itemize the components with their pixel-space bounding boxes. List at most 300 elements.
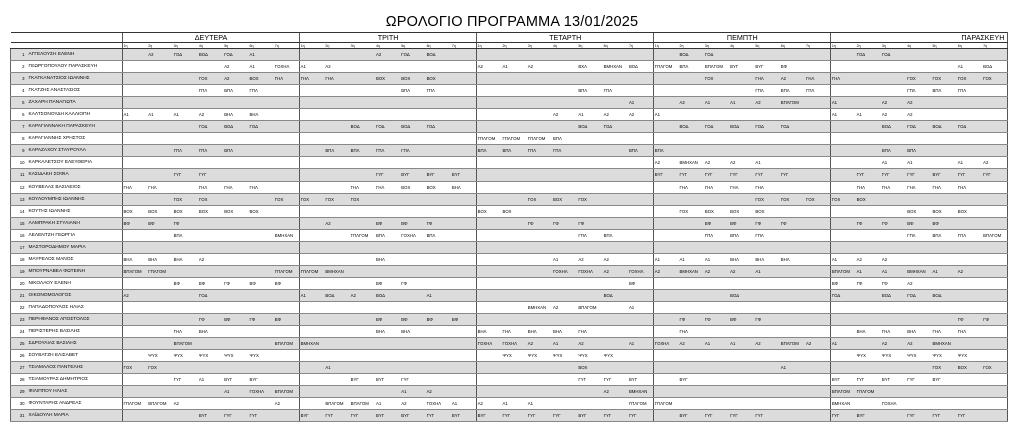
slot-cell xyxy=(477,229,502,241)
slot-cell xyxy=(173,289,198,301)
slot-cell xyxy=(300,85,325,97)
slot-cell: ΒΟΔ xyxy=(881,121,906,133)
slot-cell xyxy=(730,326,755,338)
slot-cell xyxy=(224,338,249,350)
slot-cell: ΓΗΛ xyxy=(350,181,375,193)
slot-cell: ΒΠΛΓΟΜ xyxy=(274,386,299,398)
slot-cell xyxy=(603,398,628,410)
slot-cell: ΨΥΧ xyxy=(224,350,249,362)
slot-cell: ΒΠΛΓΟΜ xyxy=(173,338,198,350)
slot-cell xyxy=(957,277,982,289)
slot-cell xyxy=(224,97,249,109)
slot-cell xyxy=(654,410,679,422)
slot-cell: ΓΗΛ xyxy=(881,326,906,338)
slot-cell: ΓΦ xyxy=(755,314,780,326)
slot-cell xyxy=(300,133,325,145)
teacher-name: ΑΓΓΕΛΟΥΣΗ ΕΛΕΝΗ xyxy=(27,49,123,61)
slot-cell xyxy=(350,326,375,338)
slot-cell xyxy=(224,326,249,338)
row-number: 30 xyxy=(11,398,27,410)
teacher-row xyxy=(11,181,1008,193)
slot-cell xyxy=(148,386,173,398)
slot-cell: Α1 xyxy=(957,61,982,73)
slot-cell: ΓΥΓ xyxy=(628,410,653,422)
slot-cell xyxy=(451,386,476,398)
slot-cell: ΒΦ xyxy=(704,217,729,229)
slot-cell: ΓΥΓ xyxy=(932,410,957,422)
slot-cell xyxy=(957,109,982,121)
slot-cell xyxy=(375,205,400,217)
slot-cell: ΒΟΔ xyxy=(375,289,400,301)
slot-cell xyxy=(325,326,350,338)
slot-cell xyxy=(123,386,148,398)
slot-cell: ΒΥΓ xyxy=(856,410,881,422)
slot-cell: ΓΟΧ xyxy=(148,362,173,374)
slot-cell xyxy=(983,253,1008,265)
slot-cell xyxy=(375,109,400,121)
slot-cell xyxy=(932,109,957,121)
slot-cell xyxy=(173,410,198,422)
slot-cell xyxy=(957,241,982,253)
slot-cell xyxy=(578,241,603,253)
slot-cell xyxy=(603,169,628,181)
slot-cell: ΓΦ xyxy=(426,217,451,229)
slot-cell xyxy=(704,362,729,374)
slot-cell xyxy=(578,277,603,289)
slot-cell: ΒΦ xyxy=(730,314,755,326)
slot-cell xyxy=(325,229,350,241)
slot-cell xyxy=(198,362,223,374)
slot-cell xyxy=(249,229,274,241)
slot-cell xyxy=(831,145,856,157)
slot-cell xyxy=(350,253,375,265)
slot-cell xyxy=(603,205,628,217)
slot-cell xyxy=(249,326,274,338)
slot-cell: ΓΗΛ xyxy=(831,73,856,85)
slot-cell xyxy=(477,253,502,265)
slot-cell: ΓΠΛ xyxy=(603,85,628,97)
row-number: 3 xyxy=(11,73,27,85)
slot-cell: ΓΟΔ xyxy=(198,121,223,133)
slot-cell: Α1 xyxy=(654,253,679,265)
slot-cell xyxy=(325,314,350,326)
slot-cell: ΒΥΓ xyxy=(300,410,325,422)
slot-cell xyxy=(780,241,805,253)
slot-cell: ΓΟΧ xyxy=(274,193,299,205)
slot-cell: ΓΟΧΗΛ xyxy=(477,338,502,350)
slot-cell: ΒΦ xyxy=(249,277,274,289)
row-number: 9 xyxy=(11,145,27,157)
slot-cell xyxy=(300,181,325,193)
slot-cell xyxy=(780,205,805,217)
slot-cell: ΒΟΧ xyxy=(957,362,982,374)
slot-cell xyxy=(856,301,881,313)
slot-cell xyxy=(527,229,552,241)
slot-cell: ΒΠΛΓΟΜ xyxy=(704,61,729,73)
slot-cell: ΒΟΧ xyxy=(224,205,249,217)
slot-cell: ΓΟΧ xyxy=(173,193,198,205)
slot-cell xyxy=(806,241,831,253)
slot-cell xyxy=(654,121,679,133)
slot-cell xyxy=(628,193,653,205)
slot-cell xyxy=(173,121,198,133)
slot-cell xyxy=(123,61,148,73)
slot-cell: Α2 xyxy=(780,73,805,85)
slot-cell xyxy=(350,350,375,362)
slot-cell xyxy=(451,277,476,289)
slot-cell xyxy=(274,157,299,169)
period-header: 1η xyxy=(831,43,856,49)
slot-cell xyxy=(755,398,780,410)
slot-cell xyxy=(527,49,552,61)
slot-cell: ΓΟΔ xyxy=(704,121,729,133)
slot-cell: ΓΦ xyxy=(983,314,1008,326)
slot-cell xyxy=(224,169,249,181)
slot-cell xyxy=(451,121,476,133)
slot-cell: ΓΟΧ xyxy=(679,205,704,217)
slot-cell: Α1 xyxy=(578,109,603,121)
slot-cell: ΓΥΓ xyxy=(249,410,274,422)
slot-cell: ΓΟΧ xyxy=(932,73,957,85)
period-header: 5η xyxy=(755,43,780,49)
slot-cell xyxy=(856,97,881,109)
slot-cell: ΒΗΛ xyxy=(553,326,578,338)
slot-cell: ΨΥΧ xyxy=(957,350,982,362)
slot-cell: Α1 xyxy=(553,338,578,350)
slot-cell xyxy=(173,301,198,313)
slot-cell xyxy=(300,326,325,338)
slot-cell xyxy=(350,314,375,326)
slot-cell xyxy=(274,145,299,157)
slot-cell: ΓΟΔ xyxy=(249,121,274,133)
slot-cell: ΒΟΔ xyxy=(932,289,957,301)
slot-cell xyxy=(957,253,982,265)
slot-cell xyxy=(224,229,249,241)
slot-cell: ΓΟΧ xyxy=(300,193,325,205)
slot-cell: ΒΠΛ xyxy=(628,145,653,157)
slot-cell: ΒΥΓ xyxy=(249,374,274,386)
slot-cell: ΨΥΧ xyxy=(249,350,274,362)
slot-cell: Α1 xyxy=(527,398,552,410)
slot-cell xyxy=(780,326,805,338)
slot-cell: ΓΥΓ xyxy=(679,169,704,181)
slot-cell xyxy=(856,85,881,97)
slot-cell xyxy=(654,289,679,301)
slot-cell xyxy=(932,241,957,253)
slot-cell: ΒΠΛ xyxy=(730,229,755,241)
slot-cell xyxy=(198,338,223,350)
slot-cell: ΒΟΔ xyxy=(578,121,603,133)
slot-cell xyxy=(730,133,755,145)
slot-cell xyxy=(375,61,400,73)
slot-cell: ΒΟΔ xyxy=(679,121,704,133)
teacher-row xyxy=(11,338,1008,350)
slot-cell xyxy=(527,181,552,193)
slot-cell xyxy=(856,73,881,85)
slot-cell xyxy=(148,241,173,253)
slot-cell xyxy=(325,85,350,97)
slot-cell: ΓΗΛ xyxy=(957,326,982,338)
slot-cell xyxy=(274,49,299,61)
slot-cell xyxy=(881,61,906,73)
day-header: ΠΕΜΠΤΗ xyxy=(654,33,831,43)
slot-cell xyxy=(274,362,299,374)
slot-cell: ΒΗΛ xyxy=(527,326,552,338)
teacher-name: ΚΑΡΑΓΙΑΝΝΑΚΗ ΠΑΡΑΣΚΕΥΗ xyxy=(27,121,123,133)
slot-cell xyxy=(300,314,325,326)
slot-cell xyxy=(578,49,603,61)
slot-cell xyxy=(628,49,653,61)
slot-cell xyxy=(300,277,325,289)
slot-cell xyxy=(628,326,653,338)
slot-cell xyxy=(628,157,653,169)
slot-cell: ΓΥΓ xyxy=(957,169,982,181)
slot-cell: Α1 xyxy=(173,109,198,121)
slot-cell xyxy=(401,301,426,313)
slot-cell: ΒΦ xyxy=(375,277,400,289)
slot-cell xyxy=(553,85,578,97)
slot-cell: ΓΟΧ xyxy=(755,193,780,205)
slot-cell xyxy=(249,253,274,265)
slot-cell xyxy=(881,386,906,398)
slot-cell xyxy=(173,85,198,97)
slot-cell: ΒΠΛ xyxy=(401,85,426,97)
slot-cell xyxy=(957,133,982,145)
teacher-row xyxy=(11,229,1008,241)
slot-cell: ΒΟΧ xyxy=(502,205,527,217)
slot-cell xyxy=(881,133,906,145)
slot-cell: ΨΥΧ xyxy=(173,350,198,362)
slot-cell xyxy=(755,109,780,121)
slot-cell xyxy=(679,145,704,157)
teacher-name: ΓΚΑΤΖΗΣ ΑΝΑΣΤΑΣΙΟΣ xyxy=(27,85,123,97)
slot-cell: ΒΠΛ xyxy=(553,133,578,145)
slot-cell xyxy=(679,217,704,229)
slot-cell xyxy=(123,338,148,350)
slot-cell xyxy=(123,374,148,386)
period-header: 6η xyxy=(957,43,982,49)
slot-cell xyxy=(148,145,173,157)
slot-cell: Α1 xyxy=(704,97,729,109)
slot-cell: ΒΗΛ xyxy=(375,253,400,265)
slot-cell: ΓΗΛ xyxy=(224,181,249,193)
slot-cell xyxy=(730,398,755,410)
teacher-row xyxy=(11,133,1008,145)
slot-cell xyxy=(780,157,805,169)
slot-cell: Α2 xyxy=(553,301,578,313)
slot-cell: ΓΥΓ xyxy=(755,410,780,422)
slot-cell xyxy=(350,301,375,313)
slot-cell xyxy=(704,133,729,145)
slot-cell xyxy=(831,85,856,97)
slot-cell xyxy=(300,229,325,241)
slot-cell xyxy=(401,157,426,169)
slot-cell xyxy=(983,145,1008,157)
slot-cell: ΒΗΛ xyxy=(224,109,249,121)
slot-cell xyxy=(249,97,274,109)
slot-cell: ΒΦ xyxy=(224,314,249,326)
slot-cell: ΒΟΧ xyxy=(755,205,780,217)
slot-cell: ΓΥΓ xyxy=(578,374,603,386)
slot-cell xyxy=(881,205,906,217)
slot-cell xyxy=(426,109,451,121)
slot-cell xyxy=(806,265,831,277)
slot-cell: Α2 xyxy=(907,277,932,289)
slot-cell xyxy=(123,157,148,169)
slot-cell xyxy=(274,241,299,253)
row-number: 19 xyxy=(11,265,27,277)
slot-cell: ΓΗΛ xyxy=(198,181,223,193)
slot-cell: ΓΟΧ xyxy=(907,73,932,85)
slot-cell xyxy=(224,193,249,205)
slot-cell: ΓΗΛ xyxy=(578,326,603,338)
slot-cell xyxy=(957,193,982,205)
slot-cell: Α2 xyxy=(148,49,173,61)
slot-cell: ΒΗΛ xyxy=(907,326,932,338)
period-header: 3η xyxy=(350,43,375,49)
teacher-row xyxy=(11,350,1008,362)
slot-cell xyxy=(553,398,578,410)
slot-cell: Α1 xyxy=(856,109,881,121)
slot-cell xyxy=(224,253,249,265)
row-number: 29 xyxy=(11,386,27,398)
slot-cell: Α1 xyxy=(957,157,982,169)
slot-cell xyxy=(780,301,805,313)
slot-cell: ΒΠΛ xyxy=(502,145,527,157)
slot-cell xyxy=(502,229,527,241)
slot-cell: ΒΥΓ xyxy=(224,374,249,386)
slot-cell: Α1 xyxy=(502,61,527,73)
row-number: 16 xyxy=(11,229,27,241)
slot-cell: ΨΥΧ xyxy=(527,350,552,362)
slot-cell: Α2 xyxy=(274,398,299,410)
slot-cell xyxy=(957,217,982,229)
slot-cell xyxy=(755,350,780,362)
slot-cell: Α1 xyxy=(451,398,476,410)
slot-cell xyxy=(932,145,957,157)
slot-cell: ΒΟΧ xyxy=(249,205,274,217)
slot-cell: ΓΦ xyxy=(679,314,704,326)
slot-cell xyxy=(957,289,982,301)
slot-cell: ΒΥΓ xyxy=(401,410,426,422)
slot-cell: ΓΠΛ xyxy=(957,229,982,241)
slot-cell xyxy=(628,314,653,326)
slot-cell: ΒΗΛ xyxy=(148,253,173,265)
period-header: 1η xyxy=(300,43,325,49)
slot-cell xyxy=(831,205,856,217)
slot-cell: ΓΦ xyxy=(527,217,552,229)
slot-cell xyxy=(451,145,476,157)
slot-cell xyxy=(806,145,831,157)
slot-cell xyxy=(224,301,249,313)
slot-cell: ΒΟΔ xyxy=(932,121,957,133)
slot-cell: ΒΟΔ xyxy=(679,49,704,61)
day-header: ΠΑΡΑΣΚΕΥΗ xyxy=(831,33,1008,43)
slot-cell: ΓΦ xyxy=(224,277,249,289)
slot-cell xyxy=(654,374,679,386)
slot-cell xyxy=(502,362,527,374)
slot-cell xyxy=(957,49,982,61)
teacher-row xyxy=(11,85,1008,97)
page-title: ΩΡΟΛΟΓΙΟ ΠΡΟΓΡΑΜΜΑ 13/01/2025 xyxy=(385,14,639,30)
row-number: 13 xyxy=(11,193,27,205)
slot-cell xyxy=(477,73,502,85)
slot-cell: ΒΗΛ xyxy=(856,326,881,338)
slot-cell xyxy=(148,277,173,289)
slot-cell: ΒΜΗΧΑΝ xyxy=(274,229,299,241)
period-header: 4η xyxy=(553,43,578,49)
row-number: 8 xyxy=(11,133,27,145)
slot-cell: ΓΟΧΗΛ xyxy=(274,61,299,73)
slot-cell xyxy=(426,205,451,217)
slot-cell xyxy=(426,157,451,169)
slot-cell xyxy=(983,289,1008,301)
slot-cell xyxy=(451,61,476,73)
slot-cell xyxy=(553,97,578,109)
slot-cell: ΒΟΧ xyxy=(249,73,274,85)
slot-cell xyxy=(527,157,552,169)
slot-cell xyxy=(451,133,476,145)
slot-cell xyxy=(932,386,957,398)
slot-cell: Α2 xyxy=(603,109,628,121)
slot-cell xyxy=(806,49,831,61)
slot-cell: Α1 xyxy=(628,301,653,313)
slot-cell xyxy=(426,193,451,205)
slot-cell: ΒΠΛ xyxy=(603,229,628,241)
slot-cell xyxy=(704,350,729,362)
slot-cell xyxy=(679,241,704,253)
slot-cell xyxy=(603,241,628,253)
slot-cell xyxy=(932,314,957,326)
slot-cell xyxy=(477,121,502,133)
slot-cell xyxy=(477,109,502,121)
slot-cell xyxy=(123,97,148,109)
slot-cell xyxy=(578,145,603,157)
slot-cell xyxy=(957,338,982,350)
slot-cell xyxy=(123,314,148,326)
slot-cell xyxy=(654,229,679,241)
slot-cell xyxy=(477,193,502,205)
slot-cell xyxy=(224,241,249,253)
teacher-row xyxy=(11,205,1008,217)
slot-cell xyxy=(148,374,173,386)
slot-cell xyxy=(477,374,502,386)
slot-cell: ΓΟΔ xyxy=(375,121,400,133)
slot-cell xyxy=(502,157,527,169)
slot-cell: ΒΠΛΓΟΜ xyxy=(578,301,603,313)
slot-cell xyxy=(806,314,831,326)
slot-cell xyxy=(502,277,527,289)
slot-cell xyxy=(806,205,831,217)
slot-cell: Α1 xyxy=(831,253,856,265)
slot-cell: ΓΥΓ xyxy=(198,169,223,181)
slot-cell xyxy=(451,205,476,217)
slot-cell xyxy=(831,49,856,61)
teacher-name: ΤΣΙΑΜΟΥΡΑΣ ΔΗΜΗΤΡΙΟΣ xyxy=(27,374,123,386)
slot-cell xyxy=(224,362,249,374)
slot-cell xyxy=(806,410,831,422)
slot-cell: ΓΟΔ xyxy=(603,121,628,133)
slot-cell: ΒΥΓ xyxy=(578,410,603,422)
slot-cell: ΓΥΓ xyxy=(957,410,982,422)
slot-cell xyxy=(426,61,451,73)
teacher-name: ΛΕΛΕΝΤΖΗ ΓΕΩΡΓΙΑ xyxy=(27,229,123,241)
slot-cell: ΓΠΛΓΟΜ xyxy=(654,398,679,410)
slot-cell: ΒΜΗΧΑΝ xyxy=(679,157,704,169)
slot-cell: ΓΦ xyxy=(249,314,274,326)
slot-cell: ΒΥΓ xyxy=(426,169,451,181)
slot-cell: ΒΥΓ xyxy=(451,169,476,181)
